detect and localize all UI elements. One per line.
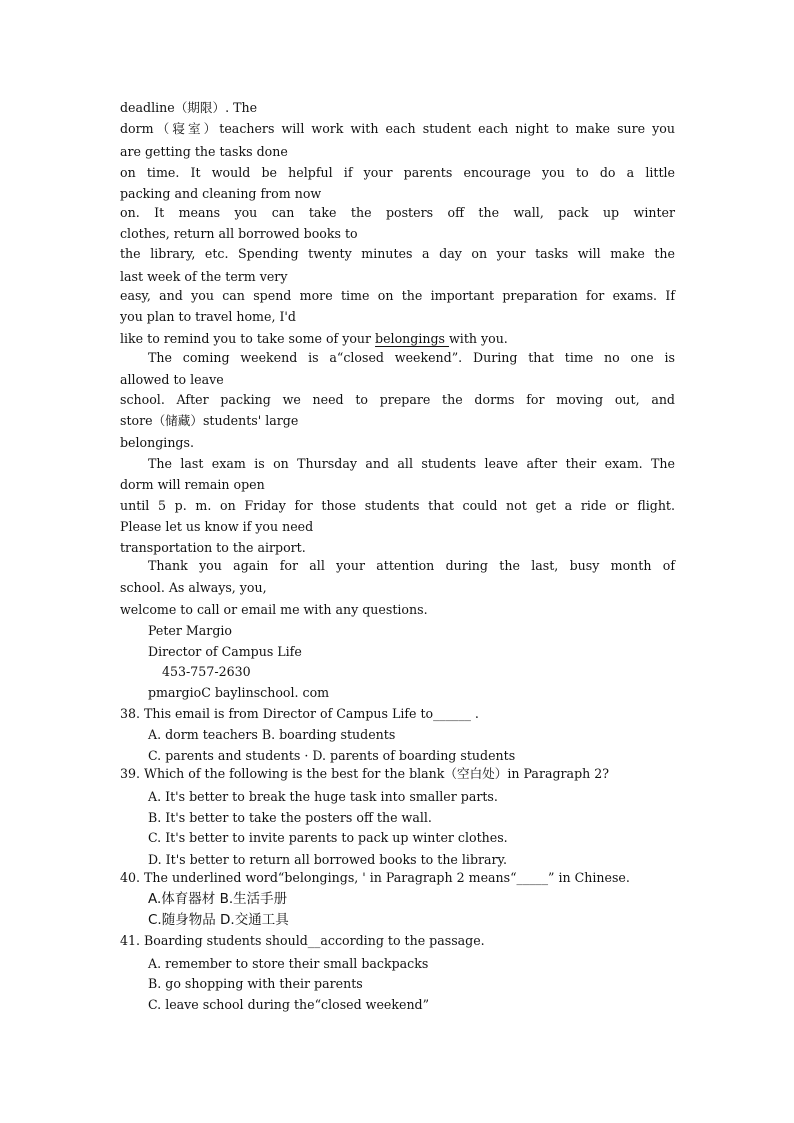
question-39-stem: 39. Which of the following is the best for the blank（空白处）in Paragraph 2? (120, 766, 610, 781)
line-text: with you. (449, 331, 508, 346)
paragraph-3-line: The coming weekend is a“closed weekend”. During that time no one is (148, 350, 675, 365)
question-41-option: B. go shopping with their parents (148, 976, 363, 991)
line-text: like to remind you to take some of your (120, 331, 376, 346)
signature-name: Peter Margio (148, 623, 232, 638)
paragraph-4-line: Please let us know if you need (120, 519, 314, 534)
question-38-option: C. parents and students · D. parents of boarding students (148, 748, 516, 763)
paragraph-5-line: welcome to call or email me with any questions. (120, 602, 428, 617)
question-39-option: D. It's better to return all borrowed books to the library. (148, 852, 507, 867)
paragraph-3-line: allowed to leave (120, 372, 224, 387)
question-39-option: A. It's better to break the huge task into smaller parts. (148, 789, 498, 804)
question-41-stem: 41. Boarding students should__according to the passage. (120, 933, 485, 948)
question-41-option: C. leave school during the“closed weekend” (148, 997, 430, 1012)
question-41-option: A. remember to store their small backpacks (148, 956, 429, 971)
signature-email: pmargioC baylinschool. com (148, 685, 330, 700)
underlined-word-belongings: belongings (375, 331, 450, 346)
belongings-line (120, 331, 675, 347)
email-line: packing and cleaning from now (120, 186, 322, 201)
paragraph-4-line: dorm will remain open (120, 477, 265, 492)
signature-phone: 453-757-2630 (162, 664, 251, 679)
email-line: deadline（期限）. The (120, 100, 258, 115)
email-line: you plan to travel home, I'd (120, 309, 296, 324)
paragraph-3-line: store（储藏）students' large (120, 413, 299, 428)
question-40-stem: 40. The underlined word“belongings, ' in Paragraph 2 means“_____” in Chinese. (120, 870, 630, 885)
email-line: clothes, return all borrowed books to (120, 226, 358, 241)
paragraph-4-line: until 5 p. m. on Friday for those students that could not get a ride or flight. (120, 498, 675, 513)
email-line: the library, etc. Spending twenty minutes a day on your tasks will make the (120, 246, 675, 261)
signature-title: Director of Campus Life (148, 644, 302, 659)
email-line: dorm（寝室）teachers will work with each student each night to make sure you (120, 121, 675, 136)
question-38-option: A. dorm teachers B. boarding students (148, 727, 396, 742)
email-line: easy, and you can spend more time on the important preparation for exams. If (120, 288, 675, 303)
paragraph-5-line: school. As always, you, (120, 580, 267, 595)
email-line: on. It means you can take the posters off the wall, pack up winter (120, 205, 675, 220)
paragraph-4-line: The last exam is on Thursday and all students leave after their exam. The (148, 456, 675, 471)
paragraph-5-line: Thank you again for all your attention during the last, busy month of (148, 558, 675, 573)
question-40-option: A.体育器材 B.生活手册 (148, 891, 288, 907)
paragraph-3-line: belongings. (120, 435, 194, 450)
question-40-option: C.随身物品 D.交通工具 (148, 912, 289, 928)
question-39-option: C. It's better to invite parents to pack up winter clothes. (148, 830, 508, 845)
question-39-option: B. It's better to take the posters off the wall. (148, 810, 432, 825)
email-line: last week of the term very (120, 269, 288, 284)
email-line: are getting the tasks done (120, 144, 288, 159)
email-line: on time. It would be helpful if your parents encourage you to do a little (120, 165, 675, 180)
question-38-stem: 38. This email is from Director of Campus Life to______ . (120, 706, 479, 721)
paragraph-3-line: school. After packing we need to prepare the dorms for moving out, and (120, 392, 675, 407)
paragraph-4-line: transportation to the airport. (120, 540, 306, 555)
